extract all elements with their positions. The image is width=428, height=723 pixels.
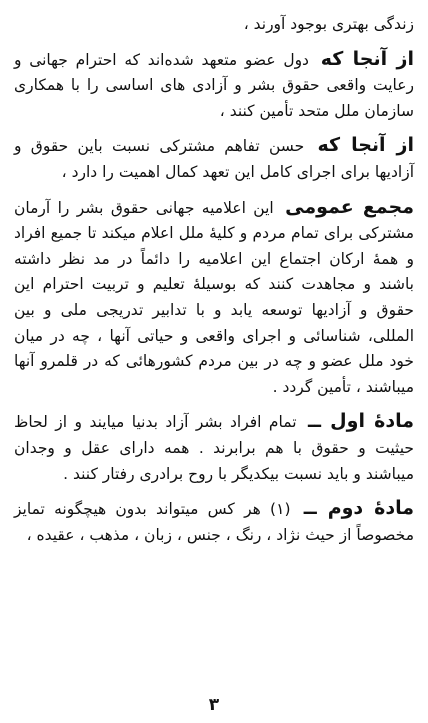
paragraph-whereas-2 xyxy=(14,133,414,185)
paragraph-text: این اعلامیه جهانی حقوق بشر را آرمان مشترکی برای تمام مردم و کلیهٔ ملل اعلام میکند تا جمیع افراد و همهٔ ارکان اجتماع این اعلامیه را دائماً در مد نظر داشته باشند و مجاهدت کنند که بوسیلهٔ تعلیم و تربیت احترام این حقوق و آزادیها توسعه یابد و با تدابیر تدریجی ملی و بین المللی، شناسائی و اجرای واقعی و حیاتی آنها ، چه در میان خود ملل عضو و چه در بین مردم کشورهائی که در قلمرو آنها میباشند ، تأمین گردد . xyxy=(14,198,414,396)
paragraph-text: زندگی بهتری بوجود آورند ، xyxy=(243,15,414,33)
paragraph-lead: مجمع عمومی xyxy=(285,195,414,218)
paragraph-text: تمام افراد بشر آزاد بدنیا میایند و از لحاظ حیثیت و حقوق با هم برابرند . همه دارای عقل و وجدان میباشند و باید نسبت بیکدیگر با روح برادری رفتار کنند . xyxy=(14,413,414,483)
paragraph-lead: مادهٔ اول ــ xyxy=(308,410,414,433)
paragraph-text: دول عضو متعهد شده‌اند که احترام جهانی و رعایت واقعی حقوق بشر و آزادی های اساسی را با همکاری سازمان ملل متحد تأمین کنند ، xyxy=(14,50,414,120)
paragraph-lead: مادهٔ دوم ــ xyxy=(303,497,414,520)
paragraph-article-2 xyxy=(14,496,414,548)
paragraph-whereas-1 xyxy=(14,47,414,125)
paragraph-text: (۱) هر کس میتواند بدون هیچگونه تمایز مخصوصاً از حیث نژاد ، رنگ ، جنس ، زبان ، مذهب ، عقیده ، xyxy=(14,500,414,544)
paragraph-lead: از آنجا که xyxy=(320,47,414,70)
paragraph-article-1 xyxy=(14,409,414,487)
paragraph-continuation xyxy=(14,12,414,38)
page-number: ۳ xyxy=(208,695,220,715)
paragraph-general-assembly xyxy=(14,195,414,401)
paragraph-text: حسن تفاهم مشترکی نسبت باین حقوق و آزادیها برای اجرای کامل این تعهد کمال اهمیت را دارد ، xyxy=(14,137,414,181)
paragraph-lead: از آنجا که xyxy=(317,134,414,157)
